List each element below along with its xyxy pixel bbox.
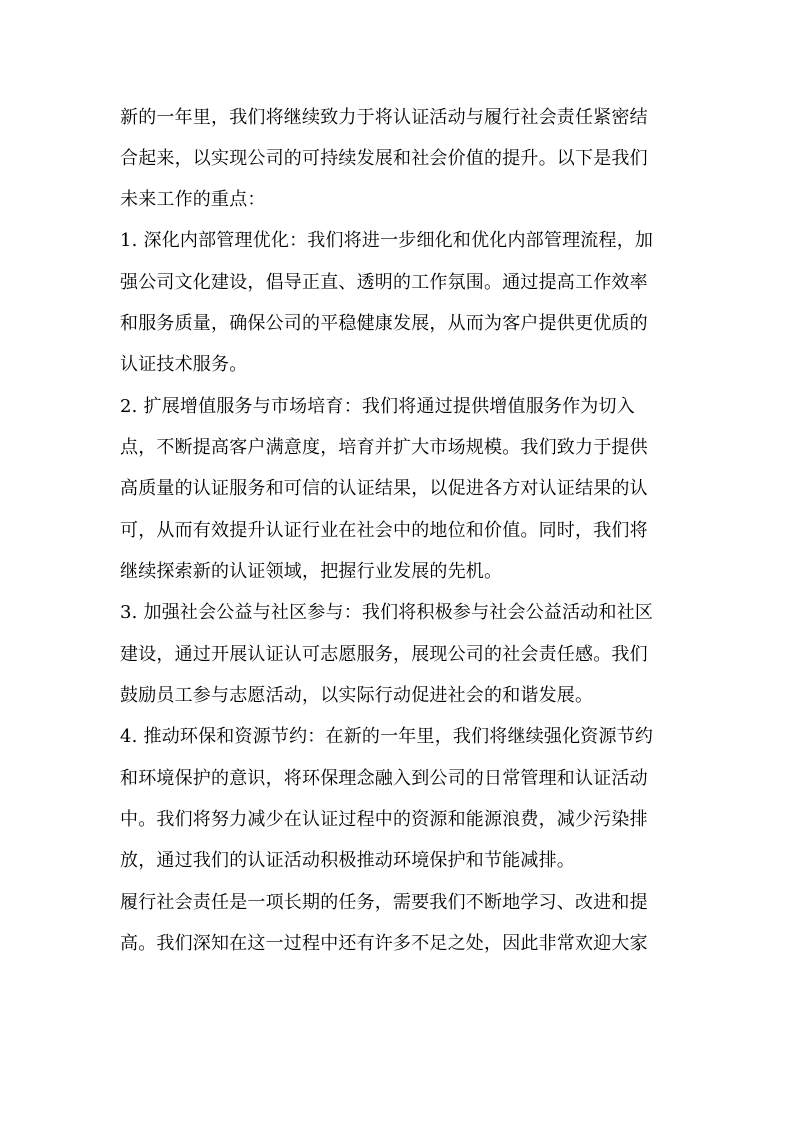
text-line: 高质量的认证服务和可信的认证结果，以促进各方对认证结果的认 [120, 478, 648, 499]
text-line: 鼓励员工参与志愿活动，以实际行动促进社会的和谐发展。 [120, 685, 594, 706]
list-item-3-line: 3. 加强社会公益与社区参与：我们将积极参与社会公益活动和社区 [120, 602, 654, 623]
text-line: 未来工作的重点： [120, 189, 266, 210]
text-line: 认证技术服务。 [120, 354, 248, 375]
text-line: 中。我们将努力减少在认证过程中的资源和能源浪费，减少污染排 [120, 809, 648, 830]
text-line: 合起来，以实现公司的可持续发展和社会价值的提升。以下是我们 [120, 148, 648, 169]
text-line: 可，从而有效提升认证行业在社会中的地位和价值。同时，我们将 [120, 520, 648, 541]
text-line: 强公司文化建设，倡导正直、透明的工作氛围。通过提高工作效率 [120, 272, 648, 293]
text-line: 建设，通过开展认证认可志愿服务，展现公司的社会责任感。我们 [120, 644, 648, 665]
list-item-4-line: 4. 推动环保和资源节约：在新的一年里，我们将继续强化资源节约 [120, 726, 654, 747]
text-line: 和环境保护的意识，将环保理念融入到公司的日常管理和认证活动 [120, 768, 648, 789]
text-line: 和服务质量，确保公司的平稳健康发展，从而为客户提供更优质的 [120, 313, 648, 334]
text-line: 放，通过我们的认证活动积极推动环境保护和节能减排。 [120, 850, 575, 871]
text-line: 高。我们深知在这一过程中还有许多不足之处，因此非常欢迎大家 [120, 933, 648, 954]
text-line: 继续探索新的认证领域，把握行业发展的先机。 [120, 561, 503, 582]
text-line: 履行社会责任是一项长期的任务，需要我们不断地学习、改进和提 [120, 892, 648, 913]
list-item-2-line: 2. 扩展增值服务与市场培育：我们将通过提供增值服务作为切入 [120, 396, 635, 417]
list-item-1-line: 1. 深化内部管理优化：我们将进一步细化和优化内部管理流程，加 [120, 230, 654, 251]
text-line: 新的一年里，我们将继续致力于将认证活动与履行社会责任紧密结 [120, 107, 648, 128]
text-line: 点，不断提高客户满意度，培育并扩大市场规模。我们致力于提供 [120, 437, 648, 458]
